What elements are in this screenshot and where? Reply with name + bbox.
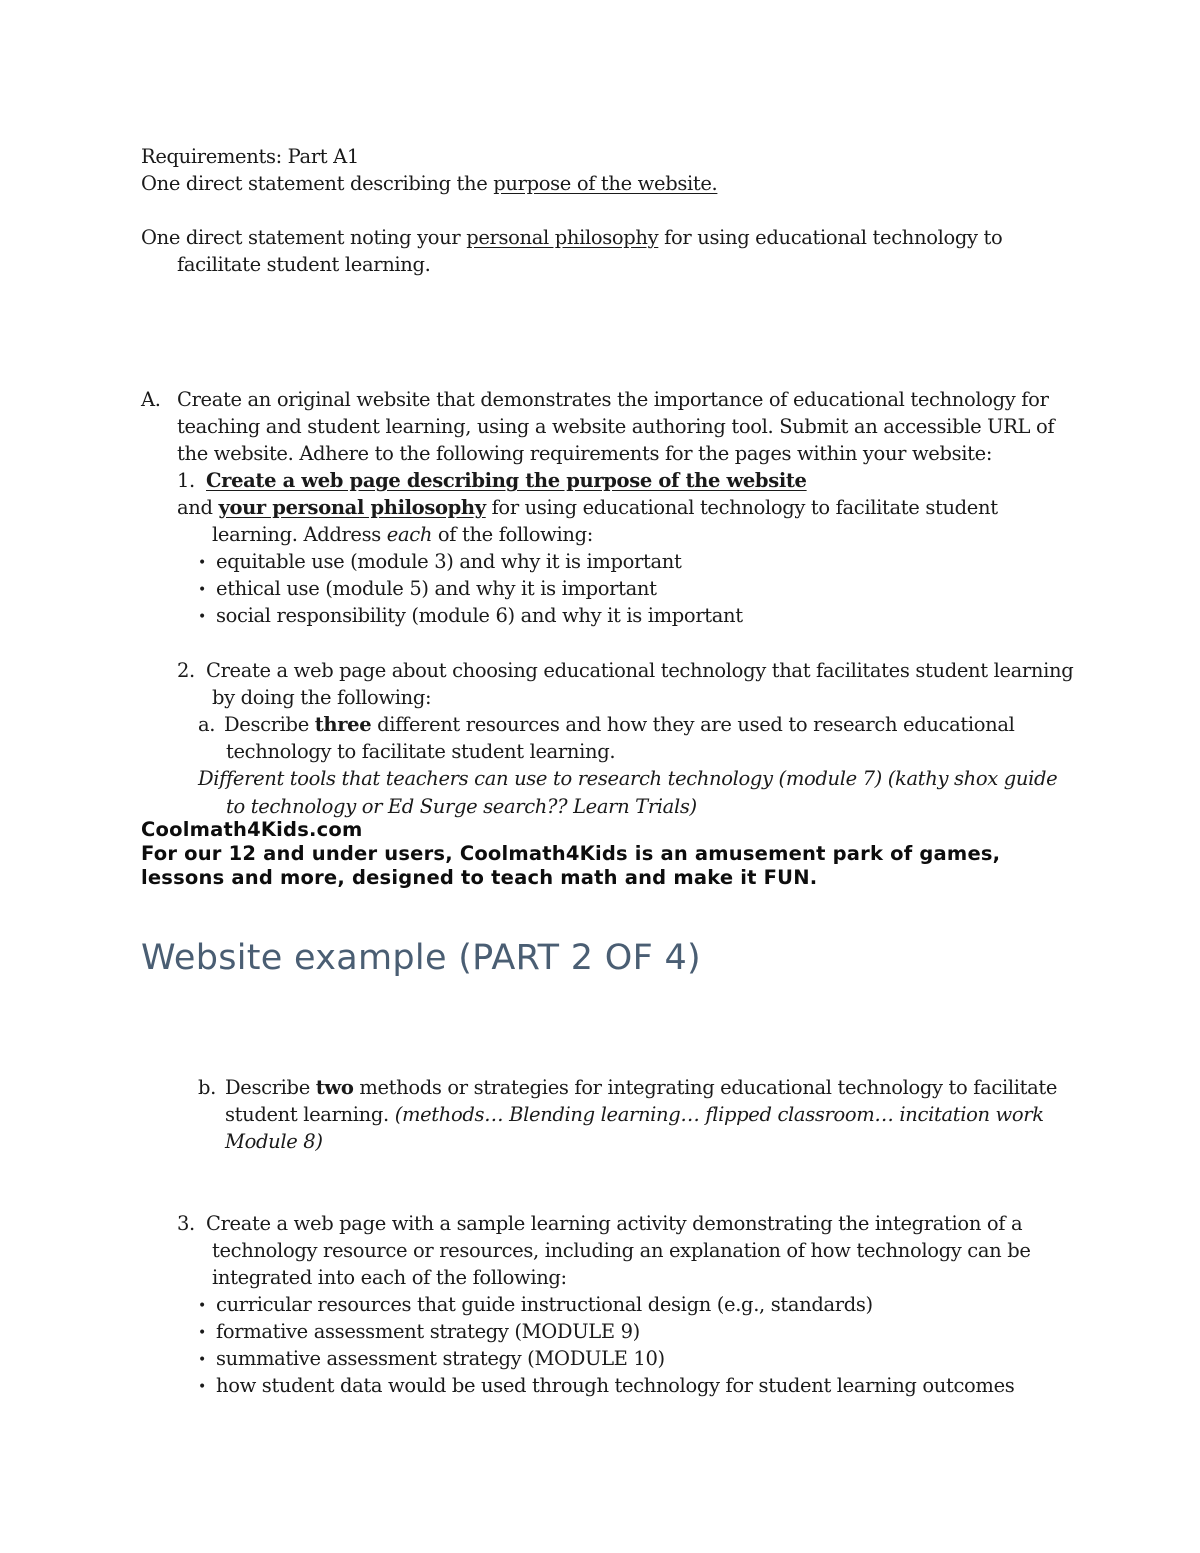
- item3-line3: integrated into each of the following:: [212, 1266, 567, 1289]
- item2-line2: by doing the following:: [212, 686, 432, 709]
- item2b-line3: Module 8): [225, 1130, 323, 1153]
- list-item: • how student data would be used through technology for student learning outcomes: [198, 1372, 1014, 1401]
- item2a-line1: Describe three different resources and how they are used to research educational: [224, 713, 1015, 736]
- bullet-icon: •: [198, 1379, 206, 1395]
- list-item: • ethical use (module 5) and why it is important: [198, 575, 657, 604]
- item2a-marker: a.: [198, 713, 216, 736]
- bullet-icon: •: [198, 1298, 206, 1314]
- item1-line3: learning. Address each of the following:: [212, 523, 593, 546]
- item2b-line1: Describe two methods or strategies for integrating educational technology to facilitate: [225, 1076, 1058, 1099]
- bullet-icon: •: [198, 555, 206, 571]
- philosophy-statement: One direct statement noting your personal philosophy for using educational technology to: [141, 226, 1003, 249]
- item2a-line2: technology to facilitate student learning.: [226, 740, 616, 763]
- section-a-line2: teaching and student learning, using a website authoring tool. Submit an accessible URL of: [177, 415, 1055, 438]
- section-a-marker: A.: [141, 388, 161, 411]
- item2-line1: Create a web page about choosing educational technology that facilitates student learning: [206, 659, 1074, 682]
- section-a-line1: Create an original website that demonstrates the importance of educational technology for: [177, 388, 1049, 411]
- item3-line1: Create a web page with a sample learning activity demonstrating the integration of a: [206, 1212, 1023, 1235]
- item2b-marker: b.: [198, 1076, 216, 1099]
- coolmath-line2: lessons and more, designed to teach math and make it FUN.: [141, 866, 818, 889]
- coolmath-title: Coolmath4Kids.com: [141, 818, 363, 841]
- item2b-line2: student learning. (methods… Blending learning… flipped classroom… incitation work: [225, 1103, 1044, 1126]
- purpose-underlined: purpose of the website.: [493, 172, 718, 195]
- list-item: • formative assessment strategy (MODULE 9): [198, 1318, 640, 1347]
- website-example-heading: Website example (PART 2 OF 4): [141, 938, 701, 978]
- coolmath-line1: For our 12 and under users, Coolmath4Kids is an amusement park of games,: [141, 842, 1001, 865]
- purpose-statement: One direct statement describing the purpose of the website.: [141, 172, 718, 195]
- philosophy-statement-line2: facilitate student learning.: [177, 253, 431, 276]
- bullet-icon: •: [198, 609, 206, 625]
- requirements-title: Requirements: Part A1: [141, 145, 359, 168]
- item1-philosophy: your personal philosophy: [218, 496, 486, 519]
- item2a-note-line1: Different tools that teachers can use to research technology (module 7) (kathy shox guide: [198, 767, 1058, 790]
- bullet-icon: •: [198, 1325, 206, 1341]
- item1-title: Create a web page describing the purpose of the website: [206, 469, 807, 492]
- list-item: • summative assessment strategy (MODULE 10): [198, 1345, 665, 1374]
- list-item: • equitable use (module 3) and why it is important: [198, 548, 681, 577]
- item2a-note-line2: to technology or Ed Surge search?? Learn Trials): [226, 795, 697, 818]
- item3-marker: 3.: [177, 1212, 195, 1235]
- list-item: • social responsibility (module 6) and why it is important: [198, 602, 743, 631]
- bullet-icon: •: [198, 582, 206, 598]
- item1-marker: 1.: [177, 469, 195, 492]
- item2-marker: 2.: [177, 659, 195, 682]
- item1-line2: and your personal philosophy for using educational technology to facilitate student: [177, 496, 998, 519]
- philosophy-underlined: personal philosophy: [466, 226, 659, 249]
- section-a-line3: the website. Adhere to the following requirements for the pages within your website:: [177, 442, 993, 465]
- item3-line2: technology resource or resources, including an explanation of how technology can be: [212, 1239, 1031, 1262]
- bullet-icon: •: [198, 1352, 206, 1368]
- list-item: • curricular resources that guide instructional design (e.g., standards): [198, 1291, 873, 1320]
